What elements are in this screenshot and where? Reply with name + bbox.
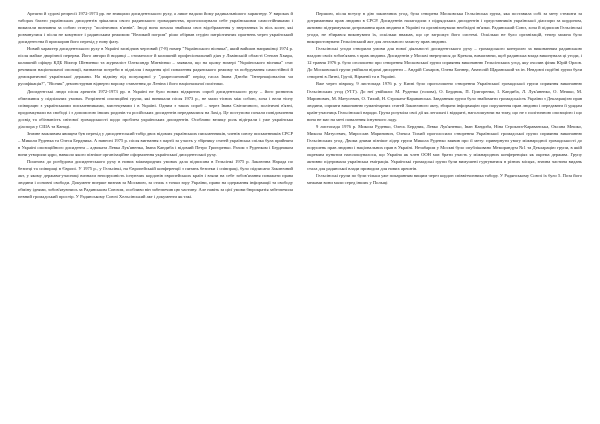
paragraph: Арешти й судові репресії 1972-1973 рр. не знищили дисидентського руху, а лише надали йому радикальнішого характеру. У вироках й таборах багато українських дисидентів зрікалися свого радянського громадянства, проголошували себе українськими самостійниками і вимагали визнання за собою статусу "політичних в'язнів". Іноді вона почала знайшла своє відображення у звертаннях їх вісь колег, які розвинулися і після не комунист і радянським режимом "Великий погром" рішо обірвав студію патріотичних прагнень через український дисидентства й прискорив його перехід у нову фазу. [18,11,293,45]
paragraph: Вже через півроку, 9 листопада 1976 р. у Києві було проголошено створення Української громадської групи сприяння виконанню Гельсінських угод (УГГ). До неї увійшли: М. Руденко (голова), О. Бердник, П. Григоренко, І. Кандиба, Л. Лук'яненко, О. Мешко, М. Маринович, М. Матусевич, О. Тихий, Н. Строката-Караванська. Завданням групи було знайомити громадськість України з Декларацією прав людини, сприяти виконанню гуманітарних статей Заключного акту, збирати інформацію про порушення прав людини і передавати її урядам країн-учасниць Гельсінської наради. Група розуміла свої дії як легальні і відкриті, наголошуючи на тому, що не є політичною опозицією і що вона не має на меті повалення існуючого ладу. [307,81,582,122]
left-text-column [18,10,293,418]
paragraph: Дисидентські люди після арештів 1972-1973 рр. в Україні не було нових відкритих спроб дисидентського руху – його розвиток обмежився у підпільних умовах. Розрізнені опозиційні групи, які виникали після 1973 р., не мали тісних між собою, хоча і вели тісну співпрацю з українськими письменниками, мистецтвами і в Україні. Одним з таких спроб – через Івана Світличного, політичні в'язні, продовжували на свободі і з допомогою інших родичів та російських дисидентів передавалися на Захід. Це поступово почали повідомлення досвід та обізнаність світової громадськості щодо проблем українських дисидентів. Особливо велику роль відіграли і уже українська діаспора у США та Канаді. [18,88,293,129]
paragraph: Новий характер дисидентського руху в Україні засвідчив черговий (7-8) номер "Українського вісника", який вийшов наприкінці 1974 р. після майже дворічної перерви. Його автори й видавці – стоматолог й колишній професіональний діяч у Львівській області Степан Хмара, колишній офіцер КДБ Віктор Шевченко та журналіст Олександр Матвієнко – заявили, що на цьому номері "Українського вісника" стає речником національної опозиції, визнаючи потреби в підпілля і видання цієї повалення радянського режиму та побудування самостійної й демократичної української держави. На відміну від популярної у "доаресштовий" період гасла Івана Дзюби "Інтернаціоналізм чи русифікація?", "Вісник" демонстрував відверто ворожу ставлення до Леніна і його національної політики. [18,46,293,87]
paragraph: Гельсінські угоди створили умови для нової діяльності дисидентського руху – громадського контролю за виконанням радянською владою своїх зобов'язань з прав людини. Дисидентів у Москві звернулися до Кремля, вимагаючи, щоб радянська влада виконувала ці угоди, і 12 травня 1976 р. було оголошено про створення Московської групи сприяння виконанню Гельсінських угод, яку очолив фізик Юрій Орлов. До Московської групи увійшли відомі дисиденти – Андрій Сахаров, Олена Боннер, Анатолій Щаранський та ін. Невдовзі подібні групи були створені в Литві, Грузії, Вірменії та в Україні. [307,46,582,80]
paragraph: Першою, після вступу в дію заключних угод, була створена Московська Гельсінська група, яка поставила собі за мету стежити за дотриманням прав людини в СРСР. Дисидентів налагодили з підрядських дисидентів і представників української діаспори за кордоном, активно підтримували дотримання прав людини в Україні та організовували необхідні зв'язки. Радянський Союз, хоча й підписав Гельсінські угоди, не збирався виконувати їх, оскільки вважав, що це загрожує його системі. Оскільки не було організацій, тепер можна було використовувати Гельсінський акт для легального захисту прав людини. [307,11,582,45]
right-text-column [307,10,582,418]
paragraph: Значне важливим явищем був перехід у дисидентський табір двох відомих українських письменників, членів союзу письменників СРСР – Миколи Руденка та Олеся Бердника. А навесні 1975 р. після вигнання з партії за участь у збірнику статей українська спілка була прийнята в Україні опозиційного дисидента – адвоката Левка Лук'яненка, Івана Кандиба і відомий Петро Григоренко. Разом з Руденком і Бердником вони утворили ядро, навколо якого пізніше організаційне оформлення української дисидентської руху. [18,130,293,157]
paragraph: 9 листопада 1976 р. Микола Руденко, Олесь Бердник, Левко Лук'яненко, Іван Кандиба, Ніна Строката-Караванська, Оксана Мешко, Микола Матусевич, Мирослав Маринович, Олекса Тихий проголосили створення Української громадської групи сприяння виконанню Гельсінських угод. Двома днями пізніше лідер групи Микола Руденко заявив про її мету: привернути увагу міжнародної громадськості до порушень прав людини і національних прав в Україні. Незабаром у Москві було опубліковано Меморандум №1 та Декларацію групи, в якій окремим пунктом наголошувалося, що Україна як член ООН має брати участь у міжнародних конференціях як окрема держава. Групу активно підтримала українська еміграція. Українські громадські групи були вимушені гуртуватися в різних місцях, значна частина видань стала для радянської влади приводом для нових арештів. [307,123,582,172]
paragraph: Поштовх до розбудови дисидентського руху в нових міжнародних умовах дала підписана в Гельсінкі 1975 р. Заключна Нарада по безпеці та співпраці в Європі. У 1975 р., у Гельсінкі, на Європейській конференції з питань безпеки і співпраці, було підписано Заключний акт, у якому держави-учасниці визнали непорушність існуючих кордонів європейських країн і взяли на себе зобов'язання поважати права людини і основні свободи. Документ вперше визнав за Москвою, за стиль з точки зору України, право на одержання інформації та свободу обміну ідеями, зобов'язуючись за Радянським Союзом, особливо він забезпечив цю частину. Але навіть за цієї умови бюрократія забезпечила певний громадський простір. У Радянському Союзі Хельсінський акт і документи як такі. [18,158,293,200]
paragraph: Гельсінські групи по були тільки уже покаранням вищим через кордон співвітчизника табору. У Радянському Союзі їх було 5. Поза його межами вони мали серед інших у Польщі [307,173,582,186]
